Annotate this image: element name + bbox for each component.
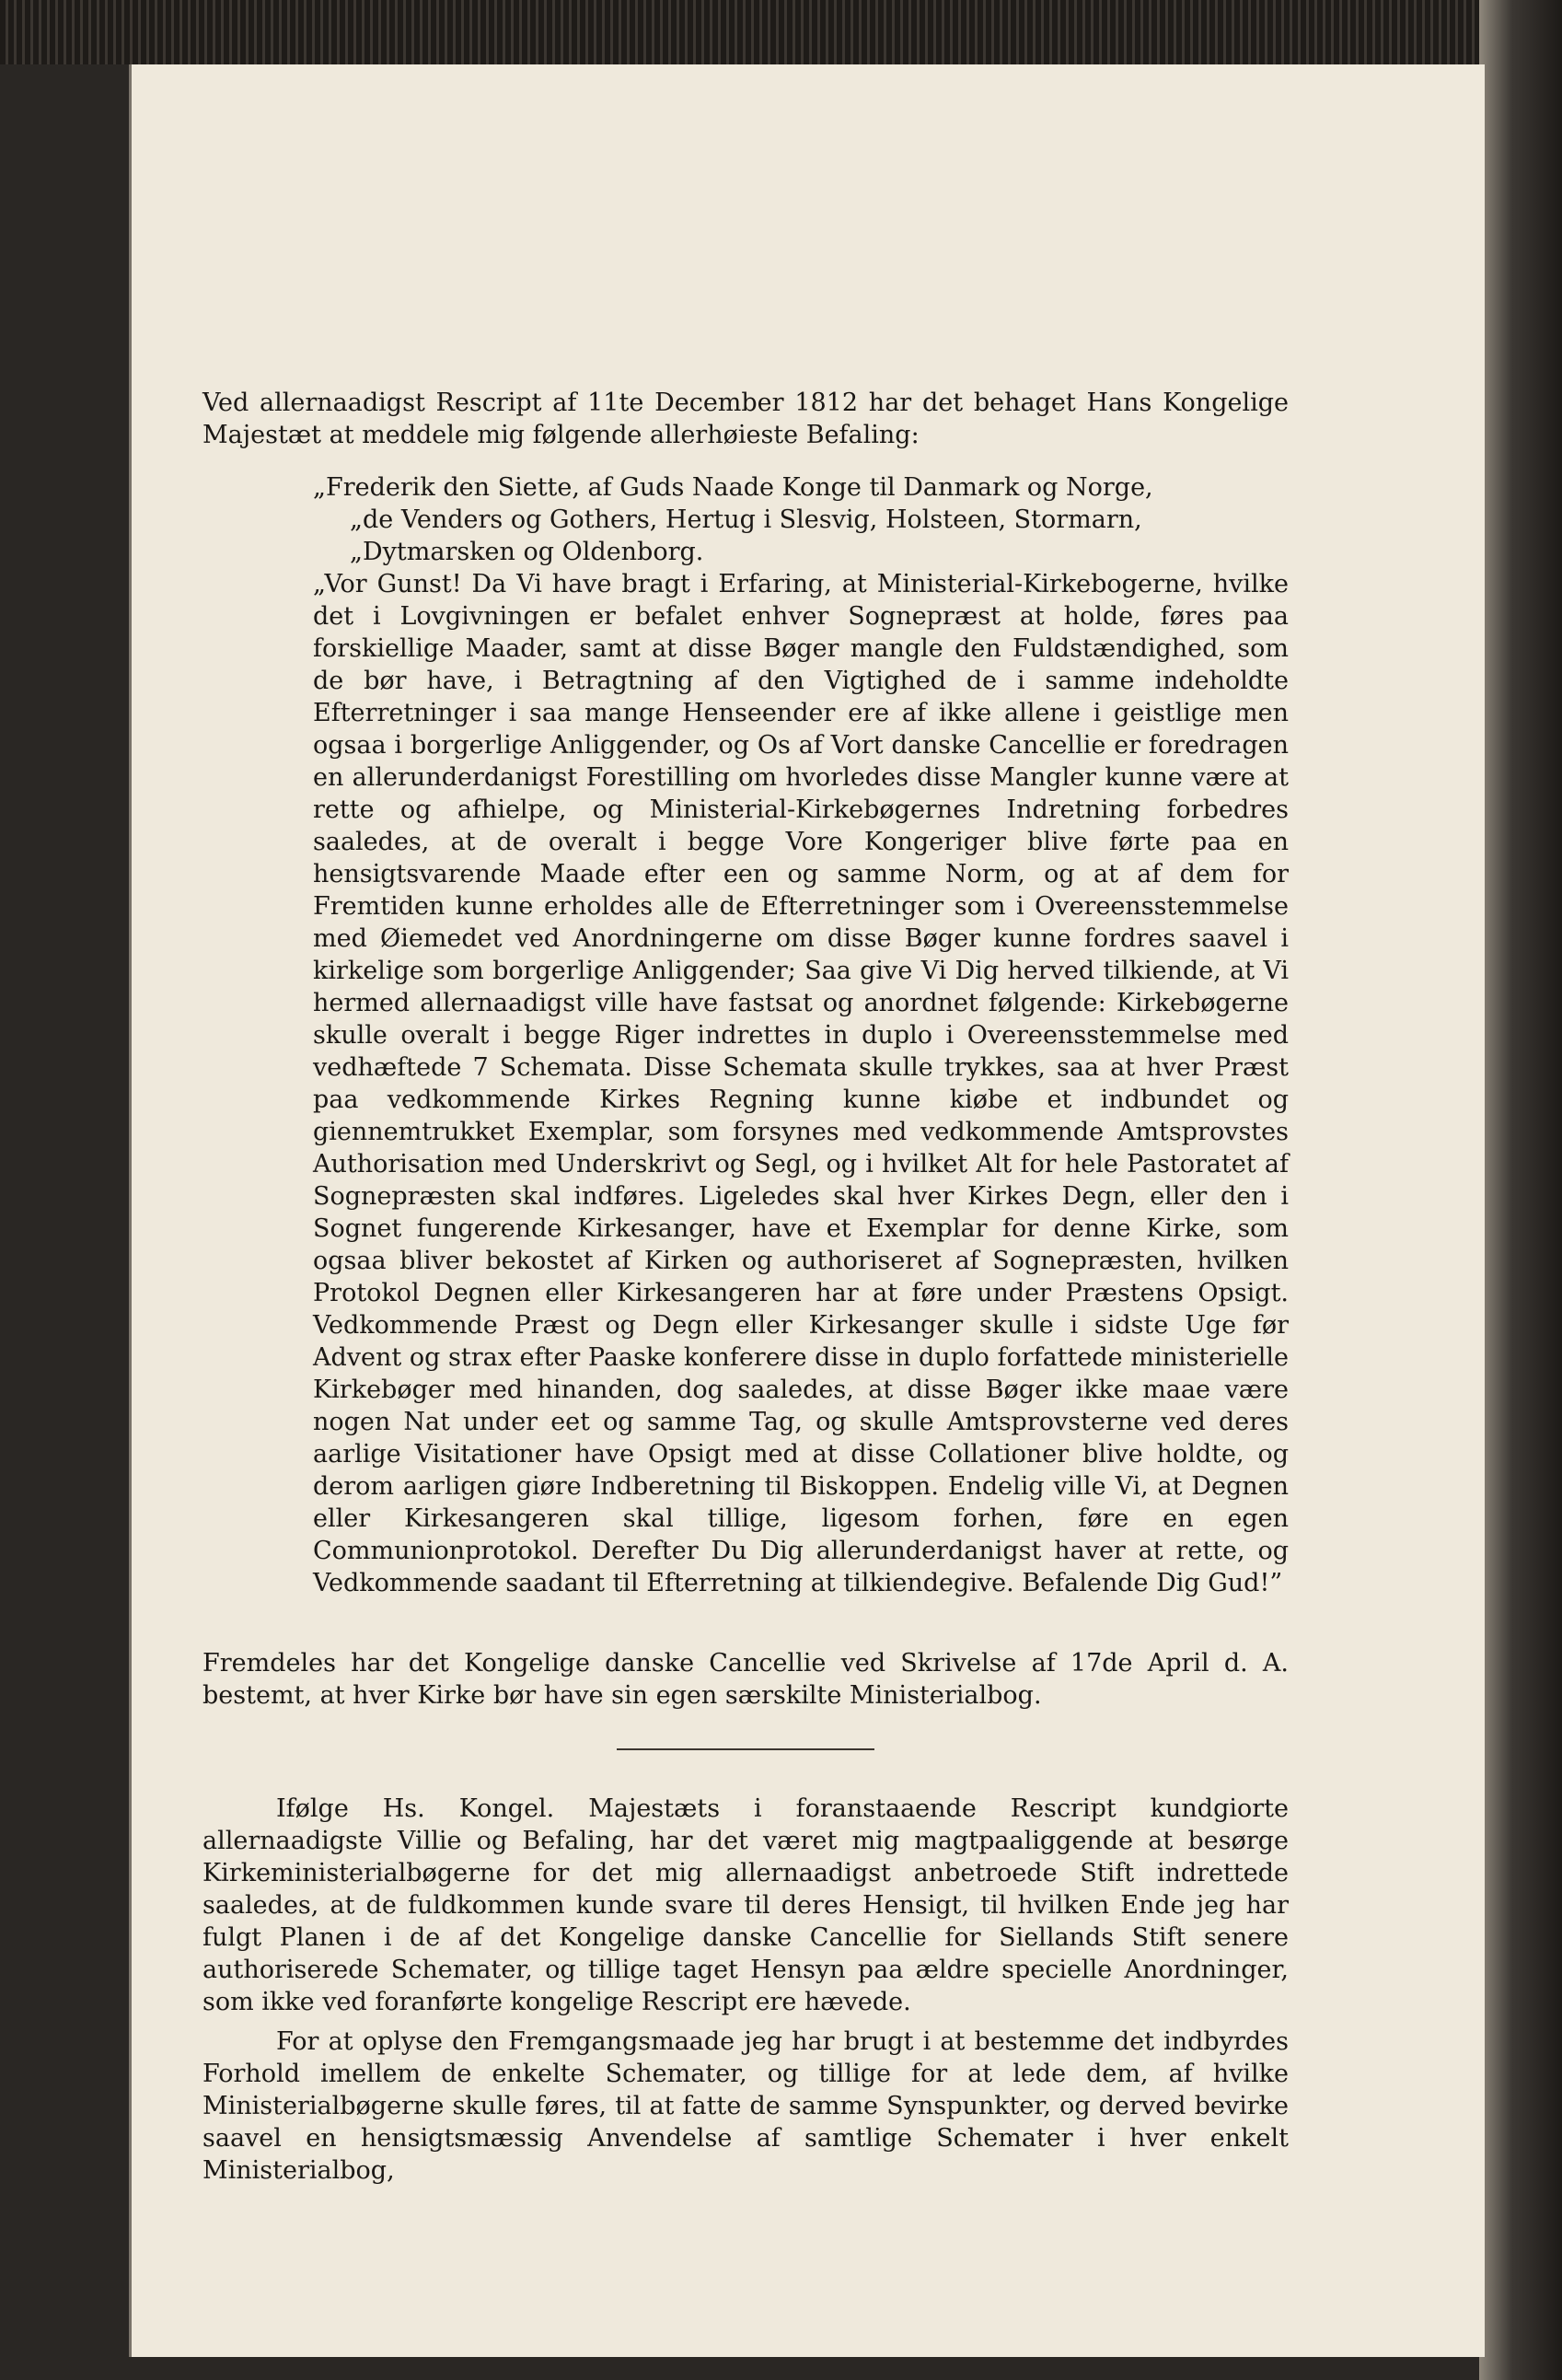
letter-title: „Frederik den Siette, af Guds Naade Konge til Danmark og Norge, (313, 473, 1153, 502)
royal-letter (313, 471, 1289, 1599)
body-paragraph: For at oplyse den Fremgangsmaade jeg har brugt i at bestemme det indbyrdes Forhold imellem de enkelte Schemater, og tillige for at lede dem, af hvilke Ministerialbøgerne skulle føres, til at fatte de samme Synspunkter, og derved bevirke saavel en hensigtsmæssig Anvendelse af samtlige Schemater i hver enkelt Ministerialbog, (202, 2027, 1289, 2185)
book-spine (0, 0, 1562, 64)
section-divider (617, 1748, 874, 1750)
page-edge (1479, 0, 1562, 2380)
letter-title-continuation: „Dytmarsken og Oldenborg. (350, 538, 704, 566)
letter-title-continuation: „de Venders og Gothers, Hertug i Slesvig, Holsteen, Stormarn, (350, 505, 1142, 534)
body-paragraph: Ifølge Hs. Kongel. Majestæts i foranstaaende Rescript kundgiorte allernaadigste Villie og Befaling, har det været mig magtpaaliggende at besørge Kirkeministerialbøgerne for det mig allernaadigst anbetroede Stift indrettede saaledes, at de fuldkommen kunde svare til deres Hensigt, til hvilken Ende jeg har fulgt Planen i de af det Kongelige danske Cancellie for Siellands Stift senere authoriserede Schemater, og tillige taget Hensyn paa ældre specielle Anordninger, som ikke ved foranførte kongelige Rescript ere hævede. (202, 1794, 1289, 2016)
opening-paragraph: Ved allernaadigst Rescript af 11te December 1812 har det behaget Hans Kongelige Majestæt at meddele mig følgende allerhøieste Befaling: (202, 389, 1289, 449)
letter-body: „Vor Gunst! Da Vi have bragt i Erfaring, at Ministerial-Kirkebogerne, hvilke det i Lovgivningen er befalet enhver Sognepræst at holde, føres paa forskiellige Maader, samt at disse Bøger mangle den Fuldstændighed, som de bør have, i Betragtning af den Vigtighed de i samme indeholdte Efterretninger i saa mange Henseender ere af ikke allene i geistlige men ogsaa i borgerlige Anliggender, og Os af Vort danske Cancellie er foredragen en allerunderdanigst Forestilling om hvorledes disse Mangler kunne være at rette og afhielpe, og Ministerial-Kirkebøgernes Indretning forbedres saaledes, at de overalt i begge Vore Kongeriger blive førte paa en hensigtsvarende Maade efter een og samme Norm, og at af dem for Fremtiden kunne erholdes alle de Efterretninger som i Overeensstemmelse med Øiemedet ved Anordningerne om disse Bøger kunne fordres saavel i kirkelige som borgerlige Anliggender; Saa give Vi Dig herved tilkiende, at Vi hermed allernaadigst ville have fastsat og anordnet følgende: Kirkebøgerne skulle overalt i begge Riger indrettes in duplo i Overeensstemmelse med vedhæftede 7 Schemata. Disse Schemata skulle trykkes, saa at hver Præst paa vedkommende Kirkes Regning kunne kiøbe et indbundet og giennemtrukket Exemplar, som forsynes med vedkommende Amtsprovstes Authorisation med Underskrivt og Segl, og i hvilket Alt for hele Pastoratet af Sognepræsten skal indføres. Ligeledes skal hver Kirkes Degn, eller den i Sognet fungerende Kirkesanger, have et Exemplar for denne Kirke, som ogsaa bliver bekostet af Kirken og authoriseret af Sognepræsten, hvilken Protokol Degnen eller Kirkesangeren har at føre under Præstens Opsigt. Vedkommende Præst og Degn eller Kirkesanger skulle i sidste Uge før Advent og strax efter Paaske konferere disse in duplo forfattede ministerielle Kirkebøger med hinanden, dog saaledes, at disse Bøger ikke maae være nogen Nat under eet og samme Tag, og skulle Amtsprovsterne ved deres aarlige Visitationer have Opsigt med at disse Collationer blive holdte, og derom aarligen giøre Indberetning til Biskoppen. Endelig ville Vi, at Degnen eller Kirkesangeren skal tillige, ligesom forhen, føre en egen Communionprotokol. Derefter Du Dig allerunderdanigst haver at rette, og Vedkommende saadant til Efterretning at tilkiendegive. Befalende Dig Gud!” (313, 570, 1289, 1597)
closing-paragraph: Fremdeles har det Kongelige danske Cancellie ved Skrivelse af 17de April d. A. bestemt, at hver Kirke bør have sin egen særskilte Ministerialbog. (202, 1649, 1289, 1710)
document-content (202, 387, 1289, 2194)
